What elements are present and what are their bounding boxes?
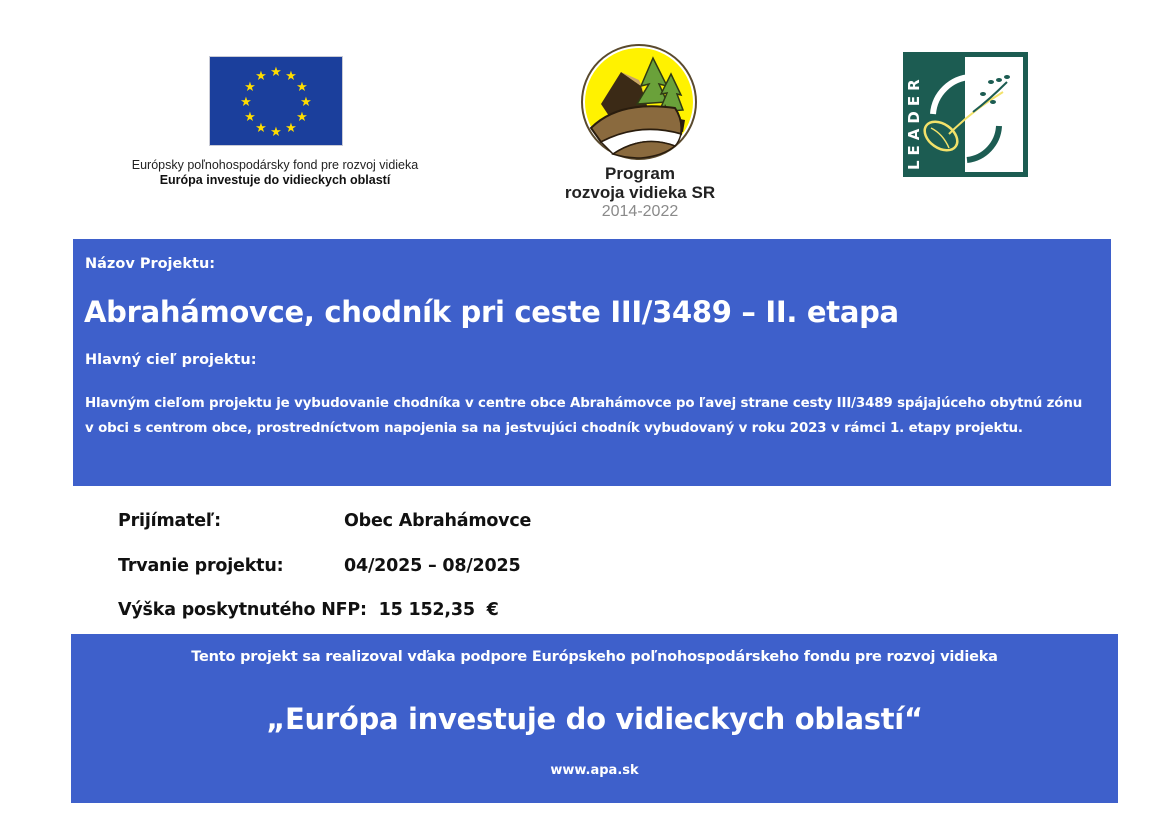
prv-caption-name: rozvoja vidieka SR (564, 183, 716, 202)
svg-text:★: ★ (296, 80, 308, 95)
svg-text:★: ★ (300, 95, 312, 110)
svg-text:★: ★ (296, 110, 308, 125)
eu-flag-logo (209, 56, 343, 146)
svg-text:★: ★ (255, 69, 267, 84)
project-goal-text: Hlavným cieľom projektu je vybudovanie chodníka v centre obce Abrahámovce po ľavej strane cesty III/3489 spájajúceho obytnú zónu v obci s centrom obce, prostredníctvom napojenia sa na jestvujúci chodník vybudovaný v roku 2023 v rámci 1. etapy projektu. (85, 396, 1083, 436)
rural-landscape-icon (579, 42, 699, 162)
duration-row (118, 556, 521, 576)
leader-logo (903, 52, 1028, 177)
svg-text:★: ★ (270, 125, 282, 140)
footer-panel (71, 634, 1118, 803)
prv-caption-years: 2014-2022 (601, 203, 679, 220)
nfp-amount-row (118, 600, 499, 620)
prv-caption (540, 164, 740, 221)
project-title: Abrahámovce, chodník pri ceste III/3489 – II. etapa (84, 295, 899, 329)
recipient-row (118, 511, 532, 531)
project-panel (73, 239, 1111, 486)
eu-stars-icon (210, 57, 342, 145)
svg-text:★: ★ (285, 121, 297, 136)
project-name-label: Názov Projektu: (85, 256, 216, 272)
eu-caption-fund: Európsky poľnohospodársky fond pre rozvoj vidieka (131, 158, 419, 172)
eu-caption (90, 158, 460, 188)
nfp-amount-text: Výška poskytnutého NFP: 15 152,35 € (118, 600, 499, 620)
duration-value: 04/2025 – 08/2025 (344, 556, 521, 576)
support-text: Tento projekt sa realizoval vďaka podpore Európskeho poľnohospodárskeho fondu pre rozvoj vidieka (191, 649, 998, 665)
project-goal-label: Hlavný cieľ projektu: (85, 352, 257, 368)
svg-text:★: ★ (240, 95, 252, 110)
recipient-label: Prijímateľ: (118, 511, 221, 531)
svg-text:★: ★ (285, 69, 297, 84)
leader-text: LEADER (905, 74, 923, 170)
svg-text:★: ★ (244, 80, 256, 95)
prv-caption-program: Program (605, 164, 675, 183)
eu-caption-slogan: Európa investuje do vidieckych oblastí (159, 173, 391, 187)
svg-text:★: ★ (255, 121, 267, 136)
recipient-value: Obec Abrahámovce (344, 511, 532, 531)
duration-label: Trvanie projektu: (118, 556, 284, 576)
footer-slogan: „Európa investuje do vidieckych oblastí“ (266, 702, 923, 736)
leader-plant-icon (903, 52, 1028, 177)
svg-text:★: ★ (244, 110, 256, 125)
svg-text:★: ★ (270, 65, 282, 80)
footer-url-link[interactable]: www.apa.sk (550, 763, 639, 778)
prv-logo (579, 42, 699, 162)
